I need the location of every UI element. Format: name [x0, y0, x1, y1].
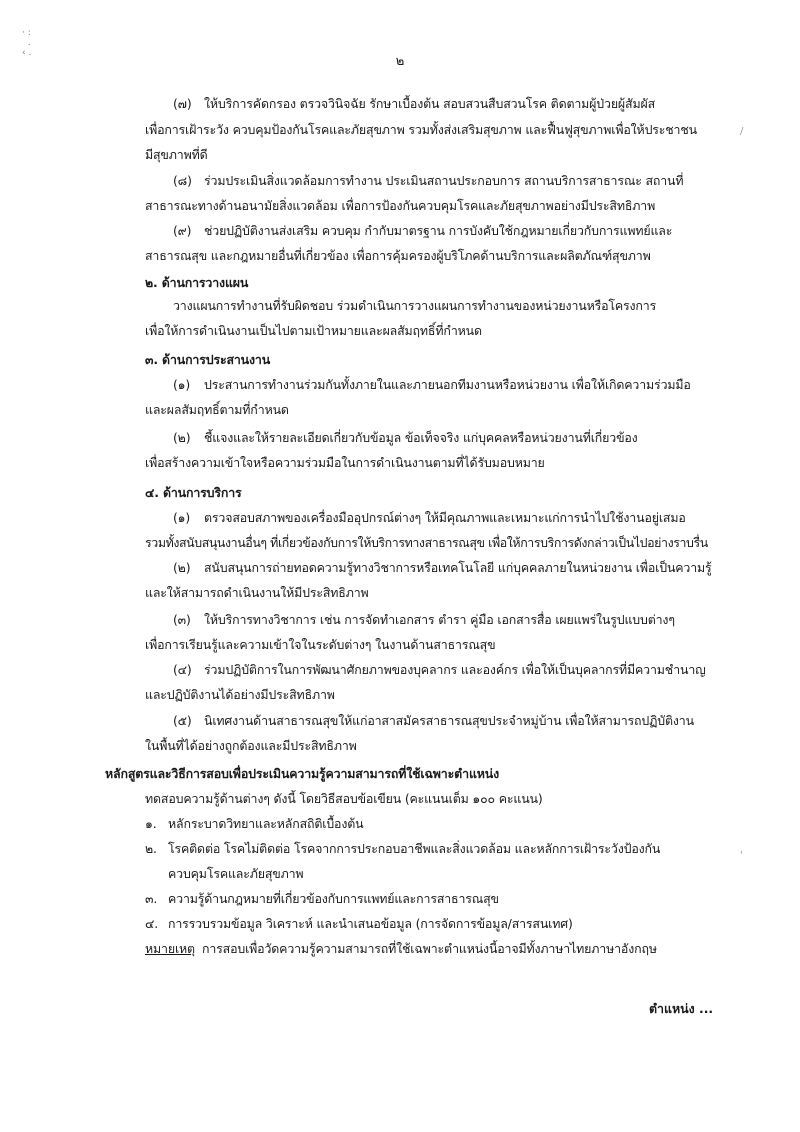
- item-text-line: เพื่อการเฝ้าระวัง ควบคุมป้องกันโรคและภัยสุขภาพ รวมทั้งส่งเสริมสุขภาพ และฟื้นฟูสุขภาพเพื่อให้ประชาชน: [145, 122, 697, 137]
- curriculum-item-number: ๓.: [145, 891, 158, 906]
- item-text-line: ช่วยปฏิบัติงานส่งเสริม ควบคุม กำกับมาตรฐาน การบังคับใช้กฎหมายเกี่ยวกับการแพทย์และ: [204, 223, 673, 238]
- item-number: (๙): [173, 223, 192, 238]
- section-heading: ๔. ด้านการบริการ: [145, 485, 242, 500]
- item-text-line: และให้สามารถดำเนินงานให้มีประสิทธิภาพ: [145, 585, 369, 600]
- item-text-line: สาธารณสุข และกฎหมายอื่นที่เกี่ยวข้อง เพื่อการคุ้มครองผู้บริโภคด้านบริการและผลิตภัณฑ์สุขภาพ: [145, 248, 651, 263]
- item-number: (๒): [173, 430, 191, 445]
- section-text-line: วางแผนการทำงานที่รับผิดชอบ ร่วมดำเนินการวางแผนการทำงานของหน่วยงานหรือโครงการ: [173, 298, 657, 313]
- item-text-line: ประสานการทำงานร่วมกันทั้งภายในและภายนอกทีมงานหรือหน่วยงาน เพื่อให้เกิดความร่วมมือ: [204, 377, 691, 392]
- section-heading: ๓. ด้านการประสานงาน: [145, 352, 271, 367]
- scan-artifact: /: [740, 126, 744, 137]
- item-text-line: และปฏิบัติงานได้อย่างมีประสิทธิภาพ: [145, 687, 335, 702]
- item-number: (๕): [173, 713, 192, 728]
- item-text-line: ในพื้นที่ได้อย่างถูกต้องและมีประสิทธิภาพ: [145, 738, 357, 753]
- item-text-line: ให้บริการคัดกรอง ตรวจวินิจฉัย รักษาเบื้องต้น สอบสวนสืบสวนโรค ติดตามผู้ป่วยผู้สัมผัส: [204, 96, 655, 111]
- item-text-line: สนับสนุนการถ่ายทอดความรู้ทางวิชาการหรือเทคโนโลยี แก่บุคคลภายในหน่วยงาน เพื่อเป็นความรู้: [204, 560, 712, 575]
- curriculum-item-text: โรคติดต่อ โรคไม่ติดต่อ โรคจากการประกอบอาชีพและสิ่งแวดล้อม และหลักการเฝ้าระวังป้องกัน: [168, 841, 661, 856]
- item-number: (๒): [173, 560, 191, 575]
- note-label: หมายเหตุ: [145, 941, 195, 956]
- item-number: (๔): [173, 662, 192, 677]
- continuation-marker: ตำแหน่ง ...: [649, 1001, 714, 1016]
- item-text-line: มีสุขภาพที่ดี: [145, 147, 208, 162]
- item-number: (๓): [173, 612, 191, 627]
- curriculum-item-text: ความรู้ด้านกฎหมายที่เกี่ยวข้องกับการแพทย์และการสาธารณสุข: [168, 891, 499, 906]
- item-number: (๗): [173, 96, 192, 111]
- curriculum-heading: หลักสูตรและวิธีการสอบเพื่อประเมินความรู้ความสามารถที่ใช้เฉพาะตำแหน่ง: [105, 766, 500, 781]
- item-text-line: และผลสัมฤทธิ์ตามที่กำหนด: [145, 402, 289, 417]
- curriculum-item-number: ๑.: [145, 816, 157, 831]
- item-text-line: ร่วมปฏิบัติการในการพัฒนาศักยภาพของบุคลากร และองค์กร เพื่อให้เป็นบุคลากรที่มีความชำนาญ: [204, 662, 706, 677]
- curriculum-item-number: ๒.: [145, 841, 157, 856]
- item-text-line: ชี้แจงและให้รายละเอียดเกี่ยวกับข้อมูล ข้อเท็จจริง แก่บุคคลหรือหน่วยงานที่เกี่ยวข้อง: [204, 430, 638, 445]
- item-text-line: ให้บริการทางวิชาการ เช่น การจัดทำเอกสาร ตำรา คู่มือ เอกสารสื่อ เผยแพร่ในรูปแบบต่างๆ: [204, 612, 675, 627]
- curriculum-item-text: ควบคุมโรคและภัยสุขภาพ: [168, 866, 304, 881]
- section-heading: ๒. ด้านการวางแผน: [145, 275, 249, 290]
- item-number: (๘): [173, 173, 192, 188]
- item-text-line: เพื่อการเรียนรู้และความเข้าใจในระดับต่างๆ ในงานด้านสาธารณสุข: [145, 637, 496, 652]
- page-number: ๒: [395, 54, 405, 69]
- item-text-line: ร่วมประเมินสิ่งแวดล้อมการทำงาน ประเมินสถานประกอบการ สถานบริการสาธารณะ สถานที่: [204, 173, 684, 188]
- item-text-line: รวมทั้งสนับสนุนงานอื่นๆ ที่เกี่ยวข้องกับการให้บริการทางสาธารณสุข เพื่อให้การบริการดังกล่าวเป็นไปอย่างราบรื่น: [145, 535, 708, 550]
- scan-artifact: ': [740, 850, 743, 861]
- curriculum-item-text: การรวบรวมข้อมูล วิเคราะห์ และนำเสนอข้อมูล (การจัดการข้อมูล/สารสนเทศ): [168, 916, 573, 931]
- item-text-line: ตรวจสอบสภาพของเครื่องมืออุปกรณ์ต่างๆ ให้มีคุณภาพและเหมาะแก่การนำไปใช้งานอยู่เสมอ: [204, 510, 686, 525]
- curriculum-item-number: ๔.: [145, 916, 159, 931]
- curriculum-intro: ทดสอบความรู้ด้านต่างๆ ดังนี้ โดยวิธีสอบข้อเขียน (คะแนนเต็ม ๑๐๐ คะแนน): [145, 791, 543, 806]
- curriculum-item-text: หลักระบาดวิทยาและหลักสถิติเบื้องต้น: [168, 816, 364, 831]
- item-number: (๑): [173, 510, 191, 525]
- item-number: (๑): [173, 377, 191, 392]
- scan-artifact: · : . ‹ .: [22, 28, 32, 58]
- note-text: การสอบเพื่อวัดความรู้ความสามารถที่ใช้เฉพาะตำแหน่งนี้อาจมีทั้งภาษาไทยภาษาอังกฤษ: [202, 941, 657, 956]
- item-text-line: เพื่อสร้างความเข้าใจหรือความร่วมมือในการดำเนินงานตามที่ได้รับมอบหมาย: [145, 455, 545, 470]
- item-text-line: สาธารณะทางด้านอนามัยสิ่งแวดล้อม เพื่อการป้องกันควบคุมโรคและภัยสุขภาพอย่างมีประสิทธิภาพ: [145, 198, 656, 213]
- section-text-line: เพื่อให้การดำเนินงานเป็นไปตามเป้าหมายและผลสัมฤทธิ์ที่กำหนด: [145, 323, 482, 338]
- item-text-line: นิเทศงานด้านสาธารณสุขให้แก่อาสาสมัครสาธารณสุขประจำหมู่บ้าน เพื่อให้สามารถปฏิบัติงาน: [204, 713, 694, 728]
